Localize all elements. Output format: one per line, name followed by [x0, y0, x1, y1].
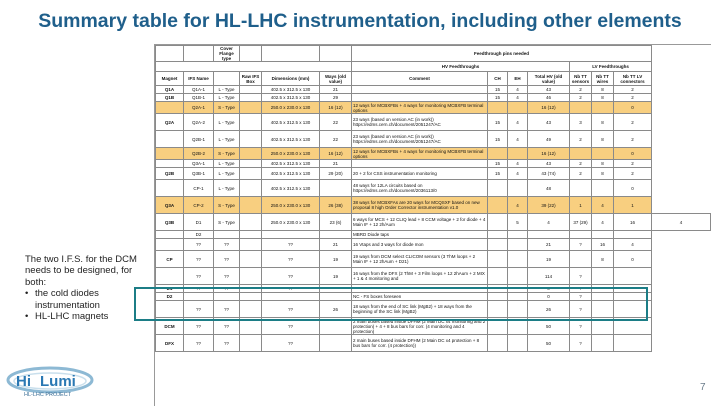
table-cell: 15 — [488, 160, 508, 168]
table-cell: ? — [570, 285, 592, 293]
table-cell — [508, 102, 528, 114]
dcm-note — [25, 254, 143, 322]
table-cell: ? — [570, 293, 592, 301]
table-cell: 21 — [320, 239, 352, 251]
magnet-cell: D1 — [156, 285, 184, 293]
table-cell: D1 — [184, 214, 214, 231]
comment-cell: 12 ways for MCBXFBs + 4 ways for monitoring MCBXFB terminal options — [352, 102, 488, 114]
table-cell: 16 (12) — [528, 102, 570, 114]
table-cell: ?? — [184, 268, 214, 285]
table-cell: 15 — [488, 131, 508, 148]
table-cell: 1 — [614, 197, 652, 214]
comment-cell — [352, 94, 488, 102]
table-cell — [240, 197, 262, 214]
magnet-cell: DFX — [156, 335, 184, 352]
table-row — [156, 168, 711, 180]
table-cell — [488, 180, 508, 197]
hilumi-logo — [6, 365, 94, 399]
table-cell: 22 — [320, 114, 352, 131]
table-cell: 16 (12) — [320, 148, 352, 160]
table-cell — [488, 148, 508, 160]
table-cell: L - Type — [214, 131, 240, 148]
table-cell — [508, 239, 528, 251]
table-cell: 46 — [528, 94, 570, 102]
table-cell: L - Type — [214, 168, 240, 180]
table-cell: 21 — [320, 160, 352, 168]
table-cell: ? — [570, 239, 592, 251]
spreadsheet-image — [154, 44, 711, 406]
table-cell: 2 — [570, 86, 592, 94]
table-cell: Q2B-1 — [184, 131, 214, 148]
note-bullets — [25, 288, 143, 322]
table-cell: 4 — [508, 131, 528, 148]
table-cell: ?? — [184, 285, 214, 293]
column-header: Dimensions (mm) — [262, 72, 320, 86]
magnet-cell — [156, 231, 184, 239]
table-cell — [614, 231, 652, 239]
table-cell: 2 — [570, 168, 592, 180]
table-cell: 2 — [614, 114, 652, 131]
column-header-row — [156, 72, 711, 86]
magnet-cell: Q2B — [156, 168, 184, 180]
table-cell — [592, 148, 614, 160]
table-row — [156, 86, 711, 94]
note-intro: The two I.F.S. for the DCM needs to be designed, for both: — [25, 254, 137, 288]
table-cell: 0 — [614, 148, 652, 160]
table-row — [156, 239, 711, 251]
table-cell: ?? — [214, 268, 240, 285]
comment-cell: 19 ways from DCM select CLICOM sensors (3 ThM loops + 2 Main IF + 12 2hAum + D21) — [352, 251, 488, 268]
header-cover-flange: Cover Flange type — [214, 46, 240, 62]
table-cell — [508, 268, 528, 285]
column-header: Magnet — [156, 72, 184, 86]
table-cell — [320, 335, 352, 352]
table-cell: 402.5 x 312.5 x 130 — [262, 131, 320, 148]
table-cell — [508, 148, 528, 160]
table-cell: L - Type — [214, 86, 240, 94]
comment-cell — [352, 86, 488, 94]
table-cell — [240, 94, 262, 102]
table-cell: ? — [570, 301, 592, 318]
table-cell: 2 — [614, 86, 652, 94]
table-cell: 22 — [320, 131, 352, 148]
table-cell — [240, 214, 262, 231]
table-cell — [240, 239, 262, 251]
table-cell — [488, 231, 508, 239]
table-cell: L - Type — [214, 114, 240, 131]
table-cell — [320, 180, 352, 197]
table-cell: Q3B-1 — [184, 168, 214, 180]
table-cell: S - Type — [214, 214, 240, 231]
header-blank — [184, 46, 214, 62]
table-cell: D2 — [184, 231, 214, 239]
slide-title: Summary table for HL-LHC instrumentation, including other elements — [38, 10, 682, 32]
table-cell — [570, 251, 592, 268]
table-row — [156, 180, 711, 197]
table-cell: ?? — [184, 301, 214, 318]
column-header — [214, 72, 240, 86]
table-cell: ?? — [262, 301, 320, 318]
table-row — [156, 131, 711, 148]
comment-cell: 20 + 2 for CSS instrumentation monitoring — [352, 168, 488, 180]
table-cell: ?? — [184, 318, 214, 335]
header-blank — [320, 46, 352, 62]
table-cell: 8 — [592, 160, 614, 168]
table-cell: 21 — [528, 239, 570, 251]
table-cell: 15 — [488, 168, 508, 180]
table-cell: 15 — [488, 114, 508, 131]
column-header: IFS Name — [184, 72, 214, 86]
table-cell — [570, 231, 592, 239]
table-cell: ?? — [214, 335, 240, 352]
table-cell: ?? — [262, 268, 320, 285]
table-cell — [508, 180, 528, 197]
table-cell: 4 — [652, 214, 711, 231]
table-cell: ?? — [262, 285, 320, 293]
table-cell — [570, 148, 592, 160]
table-cell — [240, 102, 262, 114]
table-cell: 402.5 x 312.5 x 130 — [262, 114, 320, 131]
magnet-cell — [156, 102, 184, 114]
table-cell: 4 — [508, 160, 528, 168]
table-cell: ?? — [262, 318, 320, 335]
table-cell — [240, 160, 262, 168]
table-cell: 4 — [592, 197, 614, 214]
table-cell: 2 — [614, 94, 652, 102]
magnet-cell — [156, 160, 184, 168]
table-cell: 19 — [320, 268, 352, 285]
table-cell: 26 — [320, 301, 352, 318]
logo-hi: Hi — [16, 373, 31, 390]
table-cell: ?? — [214, 239, 240, 251]
column-header: Total HV (old value) — [528, 72, 570, 86]
table-row — [156, 197, 711, 214]
table-cell — [240, 86, 262, 94]
comment-cell: NC - FS boxes foreseen — [352, 293, 488, 301]
header-blank — [156, 46, 184, 62]
table-cell: ? — [570, 268, 592, 285]
table-cell: ?? — [214, 318, 240, 335]
magnet-cell: Q3B — [156, 214, 184, 231]
table-cell: 49 — [528, 131, 570, 148]
table-row — [156, 102, 711, 114]
table-cell: ? — [570, 318, 592, 335]
table-cell — [592, 102, 614, 114]
table-cell: ?? — [214, 301, 240, 318]
table-row — [156, 251, 711, 268]
note-bullet: • HL-LHC magnets — [25, 311, 143, 322]
table-cell: 37 (29) — [570, 214, 592, 231]
table-cell: 50 — [528, 335, 570, 352]
table-cell: L - Type — [214, 94, 240, 102]
table-cell: 4 — [592, 214, 614, 231]
magnet-cell — [156, 131, 184, 148]
table-cell — [262, 231, 320, 239]
magnet-cell: Q2A — [156, 114, 184, 131]
table-cell: Q2B-2 — [184, 148, 214, 160]
table-cell: 402.5 x 312.5 x 130 — [262, 180, 320, 197]
column-header: Nb TT LV connectors — [614, 72, 652, 86]
table-cell: 2 — [614, 131, 652, 148]
table-cell: 8 — [592, 168, 614, 180]
table-cell: Q1B-1 — [184, 94, 214, 102]
magnet-cell — [156, 268, 184, 285]
note-bullet: • the cold diodes instrumentation — [25, 288, 143, 311]
table-cell: 43 — [528, 160, 570, 168]
table-cell: S - Type — [214, 102, 240, 114]
comment-cell: 48 ways for 12LA circuits based on https://edms.cern.ch/document/2036113/0 — [352, 180, 488, 197]
table-cell: ?? — [262, 335, 320, 352]
table-cell: L - Type — [214, 180, 240, 197]
table-cell — [488, 214, 508, 231]
table-cell — [488, 268, 508, 285]
magnet-cell: Q1B — [156, 94, 184, 102]
table-cell — [592, 335, 614, 352]
table-cell: 21 — [320, 86, 352, 94]
table-cell — [240, 335, 262, 352]
table-cell: 2 — [614, 160, 652, 168]
comment-cell: 12 ways for MCBXFBs + 4 ways for monitoring MCBXFB terminal options — [352, 148, 488, 160]
comment-cell: 6 ways for MCS + 12 CLIQ lead + 8 CCM voltage + 2 for diode + 4 Main IF + 12 2h/Aum — [352, 214, 488, 231]
table-cell — [488, 239, 508, 251]
table-cell: ?? — [214, 285, 240, 293]
header-hv-feedthroughs: HV Feedthroughs — [352, 62, 570, 72]
table-cell: Q1A-1 — [184, 86, 214, 94]
table-cell: 250.0 x 230.0 x 130 — [262, 102, 320, 114]
table-cell: 4 — [508, 197, 528, 214]
table-cell: 16 — [614, 214, 652, 231]
table-cell — [570, 102, 592, 114]
table-cell: Q3A-1 — [184, 160, 214, 168]
table-cell: 1 — [570, 197, 592, 214]
table-cell: CP-1 — [184, 180, 214, 197]
comment-cell — [352, 160, 488, 168]
dcm-highlight-box — [134, 287, 648, 321]
table-cell: 15 — [488, 86, 508, 94]
table-cell — [240, 180, 262, 197]
table-cell: 26 — [528, 301, 570, 318]
table-cell: 402.5 x 312.5 x 130 — [262, 94, 320, 102]
table-row — [156, 148, 711, 160]
table-cell: 4 — [528, 214, 570, 231]
magnet-cell: D2 — [156, 293, 184, 301]
table-cell: 43 — [528, 86, 570, 94]
table-cell — [592, 180, 614, 197]
table-row — [156, 335, 711, 352]
table-cell — [488, 335, 508, 352]
table-cell: 2 — [570, 160, 592, 168]
table-cell: S - Type — [214, 197, 240, 214]
table-cell: 43 (74) — [528, 168, 570, 180]
table-cell: 15 — [488, 94, 508, 102]
table-cell: CP-2 — [184, 197, 214, 214]
table-cell — [488, 251, 508, 268]
magnet-cell — [156, 148, 184, 160]
table-cell: 4 — [508, 168, 528, 180]
table-cell: 0 — [614, 251, 652, 268]
column-header: CH — [488, 72, 508, 86]
header-blank — [156, 62, 352, 72]
column-header: Raw IFS Box — [240, 72, 262, 86]
table-cell: ?? — [214, 251, 240, 268]
comment-cell: 2 main buses based inside DFHM (2 Main DC x4 protection + 8 bus bars for corr. (4 protection)) — [352, 335, 488, 352]
table-cell: 2 — [614, 168, 652, 180]
magnet-cell: DCM — [156, 318, 184, 335]
table-cell: 8 — [592, 131, 614, 148]
table-cell: 50 — [528, 318, 570, 335]
table-cell — [240, 268, 262, 285]
comment-cell: 16 ways from the DFX (2 ThM + 3 Film loops + 12 2hAum + 2 MIX + 1 & 4 monitoring and — [352, 268, 488, 285]
table-cell: 4 — [508, 86, 528, 94]
header-lv-feedthroughs: LV Feedthroughs — [570, 62, 652, 72]
table-cell — [240, 251, 262, 268]
column-header: Ways (old value) — [320, 72, 352, 86]
comment-cell: 16 Vtaps and 3 ways for diode mon — [352, 239, 488, 251]
comment-cell: 23 ways (based on version AC (in work)) https://edms.cern.ch/document/2051247/AC — [352, 114, 488, 131]
table-cell — [508, 335, 528, 352]
table-cell — [614, 335, 652, 352]
table-row — [156, 268, 711, 285]
table-row — [156, 214, 711, 231]
table-row — [156, 114, 711, 131]
table-cell: ?? — [184, 239, 214, 251]
table-cell — [240, 168, 262, 180]
table-cell: L - Type — [214, 160, 240, 168]
table-cell: S - Type — [214, 148, 240, 160]
table-cell: 402.5 x 312.5 x 130 — [262, 86, 320, 94]
table-cell — [488, 102, 508, 114]
table-cell — [614, 268, 652, 285]
page-number: 7 — [700, 382, 706, 393]
table-cell: 8 — [592, 94, 614, 102]
table-cell: 48 — [528, 180, 570, 197]
table-cell: 16 — [592, 239, 614, 251]
table-cell: 23 (6) — [320, 214, 352, 231]
table-cell: Q2A-2 — [184, 114, 214, 131]
table-cell: 0 — [528, 285, 570, 293]
table-cell: 402.5 x 312.5 x 130 — [262, 160, 320, 168]
table-cell: 114 — [528, 268, 570, 285]
table-cell: 250.0 x 230.0 x 130 — [262, 214, 320, 231]
table-cell: 19 — [528, 251, 570, 268]
header-blank — [240, 46, 262, 62]
table-cell: 29 (20) — [320, 168, 352, 180]
table-cell — [240, 148, 262, 160]
table-cell — [508, 251, 528, 268]
table-cell — [320, 231, 352, 239]
table-cell: ?? — [262, 239, 320, 251]
table-cell: 3 — [570, 114, 592, 131]
table-cell: 8 — [592, 114, 614, 131]
column-header: Nb TT sensors — [570, 72, 592, 86]
table-cell — [240, 131, 262, 148]
comment-cell: MBRD Diode taps — [352, 231, 488, 239]
table-cell — [570, 180, 592, 197]
table-row — [156, 231, 711, 239]
magnet-cell — [156, 239, 184, 251]
table-cell: 0 — [614, 180, 652, 197]
comment-cell: 23 ways (based on version AC (in work)) https://edms.cern.ch/document/2051247/AC — [352, 131, 488, 148]
table-cell — [528, 231, 570, 239]
magnet-cell — [156, 180, 184, 197]
header-blank — [262, 46, 320, 62]
column-header: Comment — [352, 72, 488, 86]
table-cell: 0 — [528, 293, 570, 301]
table-cell: 250.0 x 230.0 x 130 — [262, 148, 320, 160]
table-cell — [592, 268, 614, 285]
table-cell: 8 — [592, 86, 614, 94]
table-cell: 4 — [508, 94, 528, 102]
table-row — [156, 160, 711, 168]
magnet-cell: CP — [156, 251, 184, 268]
column-header: EH — [508, 72, 528, 86]
table-cell: 5 — [508, 214, 528, 231]
table-cell: 43 — [528, 114, 570, 131]
table-cell — [508, 231, 528, 239]
table-cell — [214, 231, 240, 239]
table-cell — [240, 114, 262, 131]
table-row — [156, 94, 711, 102]
table-cell: 16 (12) — [528, 148, 570, 160]
table-cell — [488, 197, 508, 214]
table-cell: ?? — [184, 335, 214, 352]
table-cell: ? — [570, 335, 592, 352]
comment-cell: 18 ways from the end of SC link (MgB2) + 18 ways from the beginning of the SC link (MgB2) — [352, 301, 488, 318]
comment-cell: 38 ways for MCBXFAs are 20 ways for MCQSXF based on new proposal 8 high Order Corrector instrumentation v1.0 — [352, 197, 488, 214]
magnet-cell: Q1A — [156, 86, 184, 94]
table-cell: 2 — [570, 131, 592, 148]
table-cell: 2 — [570, 94, 592, 102]
table-cell: 26 (38) — [320, 197, 352, 214]
magnet-cell: Q3A — [156, 197, 184, 214]
comment-cell: 2 main buses based inside DFHM (2 Main DC x4 monitoring and 2 protection) + 4 + 8 bus bars for corr. (4 monitoring and 4 protection) — [352, 318, 488, 335]
table-cell: 4 — [508, 114, 528, 131]
table-cell: Q2A-1 — [184, 102, 214, 114]
table-cell: 16 (12) — [320, 102, 352, 114]
logo-lumi: Lumi — [40, 373, 76, 390]
logo-subtitle: HL-LHC PROJECT — [24, 392, 72, 398]
table-cell: 0 — [614, 102, 652, 114]
table-cell: ?? — [184, 251, 214, 268]
table-cell — [592, 231, 614, 239]
table-cell: 29 — [320, 94, 352, 102]
table-cell: 250.0 x 230.0 x 130 — [262, 197, 320, 214]
column-header: Nb TT wires — [592, 72, 614, 86]
table-cell: ?? — [262, 251, 320, 268]
table-cell: 39 (22) — [528, 197, 570, 214]
table-cell — [240, 231, 262, 239]
table-cell: 4 — [614, 239, 652, 251]
header-feedthrough-pins: Feedthrough pins needed — [352, 46, 652, 62]
table-cell: 19 — [320, 251, 352, 268]
table-cell: 8 — [592, 251, 614, 268]
table-cell: 402.5 x 312.5 x 130 — [262, 168, 320, 180]
